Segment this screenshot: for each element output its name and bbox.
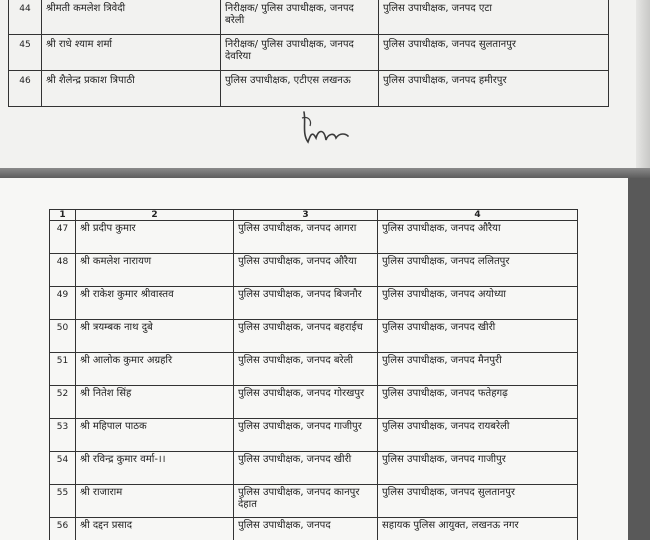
- current-posting: पुलिस उपाधीक्षक, जनपद आगरा: [234, 221, 378, 254]
- new-posting: पुलिस उपाधीक्षक, जनपद फतेहगढ़: [378, 386, 578, 419]
- row-number: 52: [50, 386, 76, 419]
- new-posting: सहायक पुलिस आयुक्त, लखनऊ नगर: [378, 518, 578, 540]
- officer-name: श्री राधे श्याम शर्मा: [42, 35, 221, 71]
- row-number: 55: [50, 485, 76, 518]
- row-number: 50: [50, 320, 76, 353]
- officer-name: श्रीमती कमलेश त्रिवेदी: [42, 0, 221, 35]
- row-number: 48: [50, 254, 76, 287]
- officer-name: श्री नितेश सिंह: [76, 386, 234, 419]
- row-number: 49: [50, 287, 76, 320]
- current-posting: पुलिस उपाधीक्षक, जनपद कानपुर देहात: [234, 485, 378, 518]
- row-number: 44: [9, 0, 42, 35]
- viewer-background-strip: [628, 178, 650, 540]
- column-header: 3: [234, 210, 378, 221]
- transfer-table-page2: [49, 209, 578, 540]
- new-posting: पुलिस उपाधीक्षक, जनपद अयोध्या: [378, 287, 578, 320]
- new-posting: पुलिस उपाधीक्षक, जनपद औरैया: [378, 221, 578, 254]
- table-row: [50, 221, 578, 254]
- table-row: [50, 254, 578, 287]
- officer-name: श्री आलोक कुमार अग्रहरि: [76, 353, 234, 386]
- new-posting: पुलिस उपाधीक्षक, जनपद मैनपुरी: [378, 353, 578, 386]
- page-edge-shadow: [636, 0, 650, 168]
- transfer-table-page1: [8, 0, 609, 107]
- current-posting: पुलिस उपाधीक्षक, जनपद बिजनौर: [234, 287, 378, 320]
- row-number: 56: [50, 518, 76, 540]
- officer-name: श्री महिपाल पाठक: [76, 419, 234, 452]
- new-posting: पुलिस उपाधीक्षक, जनपद ललितपुर: [378, 254, 578, 287]
- officer-name: श्री रविन्द्र कुमार वर्मा-।।: [76, 452, 234, 485]
- table-row: [50, 386, 578, 419]
- table-row: [50, 353, 578, 386]
- current-posting: पुलिस उपाधीक्षक, जनपद खीरी: [234, 452, 378, 485]
- new-posting: पुलिस उपाधीक्षक, जनपद हमीरपुर: [379, 71, 609, 107]
- officer-name: श्री शैलेन्द्र प्रकाश त्रिपाठी: [42, 71, 221, 107]
- officer-name: श्री राकेश कुमार श्रीवास्तव: [76, 287, 234, 320]
- table-row: [50, 485, 578, 518]
- table-row: [50, 452, 578, 485]
- row-number: 51: [50, 353, 76, 386]
- table-row: [9, 71, 609, 107]
- table-row: [9, 35, 609, 71]
- table-row: [9, 0, 609, 35]
- column-header: 2: [76, 210, 234, 221]
- page-gap: [0, 168, 650, 178]
- table-row: [50, 287, 578, 320]
- new-posting: पुलिस उपाधीक्षक, जनपद रायबरेली: [378, 419, 578, 452]
- row-number: 53: [50, 419, 76, 452]
- current-posting: पुलिस उपाधीक्षक, जनपद: [234, 518, 378, 540]
- current-posting: पुलिस उपाधीक्षक, एटीएस लखनऊ: [221, 71, 379, 107]
- new-posting: पुलिस उपाधीक्षक, जनपद गाजीपुर: [378, 452, 578, 485]
- table-row: [50, 419, 578, 452]
- officer-name: श्री कमलेश नारायण: [76, 254, 234, 287]
- officer-name: श्री त्रयम्बक नाथ दुबे: [76, 320, 234, 353]
- new-posting: पुलिस उपाधीक्षक, जनपद एटा: [379, 0, 609, 35]
- current-posting: निरीक्षक/ पुलिस उपाधीक्षक, जनपद देवरिया: [221, 35, 379, 71]
- officer-name: श्री राजाराम: [76, 485, 234, 518]
- current-posting: पुलिस उपाधीक्षक, जनपद गोरखपुर: [234, 386, 378, 419]
- table-row: [50, 320, 578, 353]
- signature: [296, 108, 356, 148]
- officer-name: श्री दद्दन प्रसाद: [76, 518, 234, 540]
- current-posting: पुलिस उपाधीक्षक, जनपद गाजीपुर: [234, 419, 378, 452]
- column-header: 4: [378, 210, 578, 221]
- document-page-top: [0, 0, 650, 168]
- row-number: 54: [50, 452, 76, 485]
- current-posting: पुलिस उपाधीक्षक, जनपद औरैया: [234, 254, 378, 287]
- table-row: [50, 518, 578, 540]
- new-posting: पुलिस उपाधीक्षक, जनपद सुलतानपुर: [379, 35, 609, 71]
- current-posting: निरीक्षक/ पुलिस उपाधीक्षक, जनपद बरेली: [221, 0, 379, 35]
- column-header: 1: [50, 210, 76, 221]
- new-posting: पुलिस उपाधीक्षक, जनपद खीरी: [378, 320, 578, 353]
- table-header-row: [50, 210, 578, 221]
- current-posting: पुलिस उपाधीक्षक, जनपद बहराईच: [234, 320, 378, 353]
- officer-name: श्री प्रदीप कुमार: [76, 221, 234, 254]
- row-number: 47: [50, 221, 76, 254]
- current-posting: पुलिस उपाधीक्षक, जनपद बरेली: [234, 353, 378, 386]
- row-number: 46: [9, 71, 42, 107]
- new-posting: पुलिस उपाधीक्षक, जनपद सुलतानपुर: [378, 485, 578, 518]
- row-number: 45: [9, 35, 42, 71]
- document-page-bottom: [0, 178, 628, 540]
